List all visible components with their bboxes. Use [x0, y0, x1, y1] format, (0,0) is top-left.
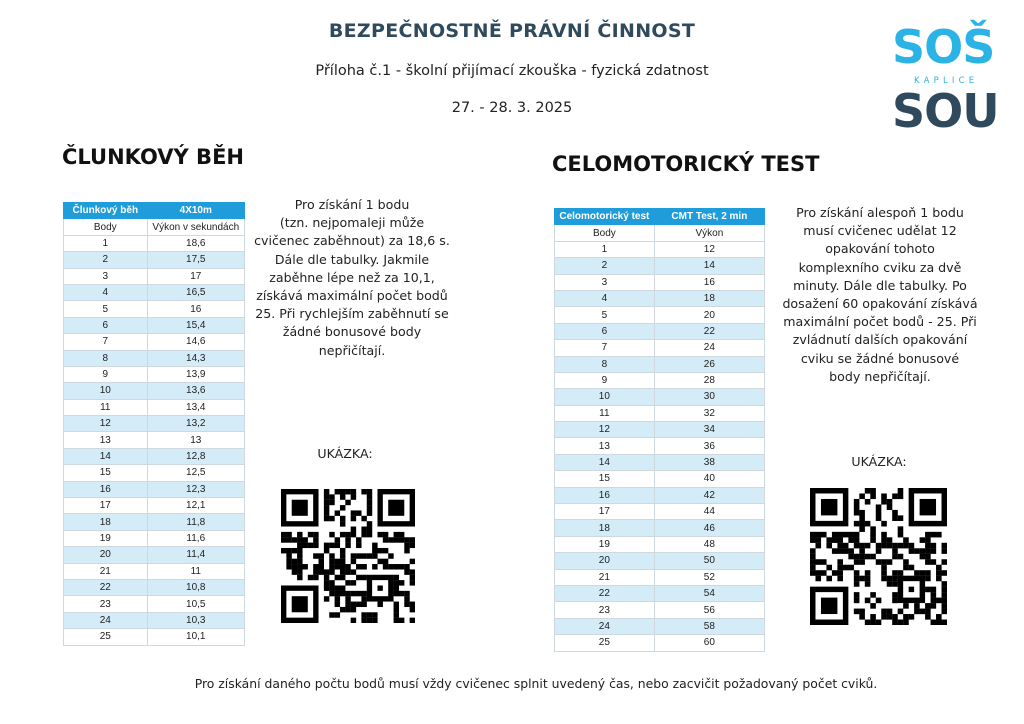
table-cell: 16 — [64, 481, 148, 497]
table-cell: Body — [555, 225, 655, 241]
table-row — [64, 612, 245, 628]
table-row — [555, 569, 765, 585]
table-cell: 9 — [64, 366, 148, 382]
description-line: dosažení 60 opakování získává — [782, 296, 978, 312]
table-cell: 14 — [555, 454, 655, 470]
table-cell: 6 — [555, 323, 655, 339]
table-cell: 13 — [64, 432, 148, 448]
table-cell: Výkon v sekundách — [147, 219, 244, 235]
table-cell: 13,4 — [147, 399, 244, 415]
table-cell: 30 — [654, 389, 764, 405]
table-cell: 13 — [555, 438, 655, 454]
description-line: Dále dle tabulky. Jakmile — [274, 251, 430, 267]
table-cell: 19 — [555, 536, 655, 552]
table-cell: 24 — [64, 612, 148, 628]
table-cell: 56 — [654, 602, 764, 618]
table-row — [64, 235, 245, 251]
table-cell: 12,3 — [147, 481, 244, 497]
table-row — [555, 438, 765, 454]
table-row — [64, 481, 245, 497]
table-cell: 1 — [555, 241, 655, 257]
table-cell: 16,5 — [147, 284, 244, 300]
table-cell: 23 — [555, 602, 655, 618]
table-row — [64, 284, 245, 300]
table-row — [64, 563, 245, 579]
table-row — [64, 301, 245, 317]
table-cell: 18,6 — [147, 235, 244, 251]
table-row — [555, 602, 765, 618]
table-cell: 26 — [654, 356, 764, 372]
table-cell: 18 — [64, 514, 148, 530]
table-cell: 8 — [64, 350, 148, 366]
table-cell: 10,3 — [147, 612, 244, 628]
description-line: 25. Při rychlejším zaběhnutí se — [255, 306, 449, 322]
description-line: komplexního cviku za dvě — [798, 259, 962, 275]
table-cell: 22 — [64, 579, 148, 595]
table-row — [555, 405, 765, 421]
description-line: Pro získání 1 bodu — [294, 197, 410, 212]
footer-note: Pro získání daného počtu bodů musí vždy cvičenec splnit uvedený čas, nebo zacvičit požadovaný počet cviků. — [194, 676, 878, 691]
page-title: BEZPEČNOSTNĚ PRÁVNÍ ČINNOST — [328, 20, 696, 42]
table-cell: 40 — [654, 471, 764, 487]
table-cell: 15 — [555, 471, 655, 487]
page-subtitle: Příloha č.1 - školní přijímací zkouška - fyzická zdatnost — [315, 63, 709, 79]
table-column-header-row — [555, 225, 765, 241]
table-cell: 13,9 — [147, 366, 244, 382]
table-row — [555, 274, 765, 290]
table-cell: Výkon — [654, 225, 764, 241]
table-cell: 34 — [654, 422, 764, 438]
table-row — [64, 530, 245, 546]
table-row — [555, 454, 765, 470]
table-row — [555, 241, 765, 257]
description-line: zvládnutí dalších opakování — [792, 332, 968, 348]
table-row — [64, 416, 245, 432]
cmt-table — [554, 208, 765, 652]
table-cell: 15 — [64, 465, 148, 481]
table-cell: 4 — [64, 284, 148, 300]
logo-top-text: SOŠ — [892, 20, 995, 74]
description-line: cviku se žádné bonusové — [800, 350, 960, 366]
table-row — [555, 372, 765, 388]
table-row — [555, 487, 765, 503]
table-cell: 18 — [555, 520, 655, 536]
description-line: Pro získání alespoň 1 bodu — [796, 205, 964, 220]
table-cell: 54 — [654, 585, 764, 601]
table-row — [555, 340, 765, 356]
table-cell: CMT Test, 2 min — [654, 209, 764, 225]
description-line: cvičenec zaběhnout) za 18,6 s. — [254, 233, 450, 249]
table-row — [555, 536, 765, 552]
table-row — [64, 465, 245, 481]
table-cell: 1 — [64, 235, 148, 251]
table-cell: 11 — [147, 563, 244, 579]
table-cell: 21 — [555, 569, 655, 585]
table-cell: 10,8 — [147, 579, 244, 595]
table-cell: 3 — [555, 274, 655, 290]
table-cell: 8 — [555, 356, 655, 372]
table-cell: 48 — [654, 536, 764, 552]
table-row — [555, 553, 765, 569]
description-line: maximální počet bodů - 25. Při — [783, 314, 977, 330]
table-cell: Člunkový běh — [64, 203, 148, 219]
description-line: zaběhne lépe než za 10,1, — [269, 269, 435, 285]
table-cell: 11,4 — [147, 547, 244, 563]
table-row — [555, 520, 765, 536]
table-cell: 20 — [654, 307, 764, 323]
table-row — [64, 498, 245, 514]
table-cell: 42 — [654, 487, 764, 503]
table-cell: 50 — [654, 553, 764, 569]
table-row — [64, 399, 245, 415]
table-cell: 10,1 — [147, 629, 244, 645]
table-cell: 12,1 — [147, 498, 244, 514]
description-line: musí cvičenec udělat 12 — [803, 223, 957, 239]
table-cell: 4X10m — [147, 203, 244, 219]
table-cell: 12 — [64, 416, 148, 432]
table-cell: 12 — [654, 241, 764, 257]
table-cell: 12 — [555, 422, 655, 438]
description-line: žádné bonusové body — [282, 324, 422, 340]
shuttle-run-table — [63, 202, 245, 646]
table-row — [555, 323, 765, 339]
table-cell: 3 — [64, 268, 148, 284]
table-row — [555, 290, 765, 306]
table-cell: 17 — [64, 498, 148, 514]
description-line: (tzn. nejpomaleji může — [279, 215, 425, 231]
table-row — [555, 389, 765, 405]
table-cell: 25 — [555, 635, 655, 651]
table-row — [555, 356, 765, 372]
table-cell: 2 — [555, 258, 655, 274]
table-cell: 7 — [64, 334, 148, 350]
table-cell: 14 — [654, 258, 764, 274]
table-cell: 19 — [64, 530, 148, 546]
cmt-heading: CELOMOTORICKÝ TEST — [552, 152, 820, 176]
table-row — [64, 317, 245, 333]
table-header-row — [555, 209, 765, 225]
table-row — [64, 448, 245, 464]
table-cell: 9 — [555, 372, 655, 388]
table-cell: 24 — [555, 618, 655, 634]
table-row — [555, 258, 765, 274]
table-row — [64, 596, 245, 612]
table-row — [555, 635, 765, 651]
table-row — [64, 334, 245, 350]
table-row — [64, 629, 245, 645]
table-cell: 11 — [64, 399, 148, 415]
table-row — [64, 268, 245, 284]
table-cell: 11,6 — [147, 530, 244, 546]
cmt-example-qr-code[interactable] — [810, 488, 947, 625]
table-row — [555, 585, 765, 601]
table-row — [555, 471, 765, 487]
table-row — [555, 618, 765, 634]
table-row — [64, 366, 245, 382]
table-cell: 36 — [654, 438, 764, 454]
table-cell: 12,5 — [147, 465, 244, 481]
table-cell: 13 — [147, 432, 244, 448]
logo-bottom-text: SOU — [892, 84, 999, 138]
exam-dates: 27. - 28. 3. 2025 — [451, 100, 573, 116]
table-cell: 10 — [555, 389, 655, 405]
cmt-example-label: UKÁZKA: — [851, 454, 907, 469]
table-row — [555, 307, 765, 323]
table-row — [555, 504, 765, 520]
table-cell: 13,6 — [147, 383, 244, 399]
table-cell: 22 — [555, 585, 655, 601]
table-cell: 17,5 — [147, 252, 244, 268]
table-cell: Body — [64, 219, 148, 235]
description-line: získává maximální počet bodů — [256, 288, 448, 304]
description-line: body nepřičítají. — [829, 368, 931, 384]
table-cell: 20 — [64, 547, 148, 563]
table-cell: 7 — [555, 340, 655, 356]
table-row — [64, 514, 245, 530]
table-cell: 22 — [654, 323, 764, 339]
table-cell: 14,3 — [147, 350, 244, 366]
table-row — [64, 252, 245, 268]
table-cell: Celomotorický test — [555, 209, 655, 225]
shuttle-run-description — [252, 196, 452, 360]
logo-middle-text: KAPLICE — [914, 76, 979, 86]
table-cell: 16 — [147, 301, 244, 317]
shuttle-example-qr-code[interactable] — [281, 489, 415, 623]
table-cell: 20 — [555, 553, 655, 569]
shuttle-example-label: UKÁZKA: — [317, 446, 373, 461]
table-row — [64, 547, 245, 563]
school-logo — [892, 20, 999, 138]
table-header-row — [64, 203, 245, 219]
table-cell: 15,4 — [147, 317, 244, 333]
table-cell: 25 — [64, 629, 148, 645]
table-row — [64, 579, 245, 595]
table-cell: 18 — [654, 290, 764, 306]
description-line: opakování tohoto — [825, 241, 935, 257]
table-cell: 16 — [555, 487, 655, 503]
table-cell: 10 — [64, 383, 148, 399]
table-cell: 38 — [654, 454, 764, 470]
table-cell: 46 — [654, 520, 764, 536]
table-cell: 11 — [555, 405, 655, 421]
table-cell: 17 — [147, 268, 244, 284]
table-row — [555, 422, 765, 438]
table-cell: 5 — [555, 307, 655, 323]
table-cell: 23 — [64, 596, 148, 612]
table-cell: 2 — [64, 252, 148, 268]
description-line: nepřičítají. — [318, 342, 386, 358]
table-cell: 21 — [64, 563, 148, 579]
table-cell: 28 — [654, 372, 764, 388]
table-row — [64, 350, 245, 366]
table-cell: 12,8 — [147, 448, 244, 464]
table-column-header-row — [64, 219, 245, 235]
table-cell: 13,2 — [147, 416, 244, 432]
description-line: minuty. Dále dle tabulky. Po — [793, 277, 967, 293]
table-cell: 58 — [654, 618, 764, 634]
table-cell: 5 — [64, 301, 148, 317]
table-cell: 17 — [555, 504, 655, 520]
table-cell: 60 — [654, 635, 764, 651]
shuttle-run-heading: ČLUNKOVÝ BĚH — [62, 145, 244, 169]
table-cell: 11,8 — [147, 514, 244, 530]
table-cell: 14,6 — [147, 334, 244, 350]
cmt-description — [780, 204, 980, 386]
table-cell: 14 — [64, 448, 148, 464]
table-cell: 10,5 — [147, 596, 244, 612]
table-cell: 44 — [654, 504, 764, 520]
table-cell: 4 — [555, 290, 655, 306]
table-cell: 16 — [654, 274, 764, 290]
table-cell: 24 — [654, 340, 764, 356]
table-cell: 32 — [654, 405, 764, 421]
table-cell: 52 — [654, 569, 764, 585]
table-row — [64, 383, 245, 399]
table-cell: 6 — [64, 317, 148, 333]
table-row — [64, 432, 245, 448]
